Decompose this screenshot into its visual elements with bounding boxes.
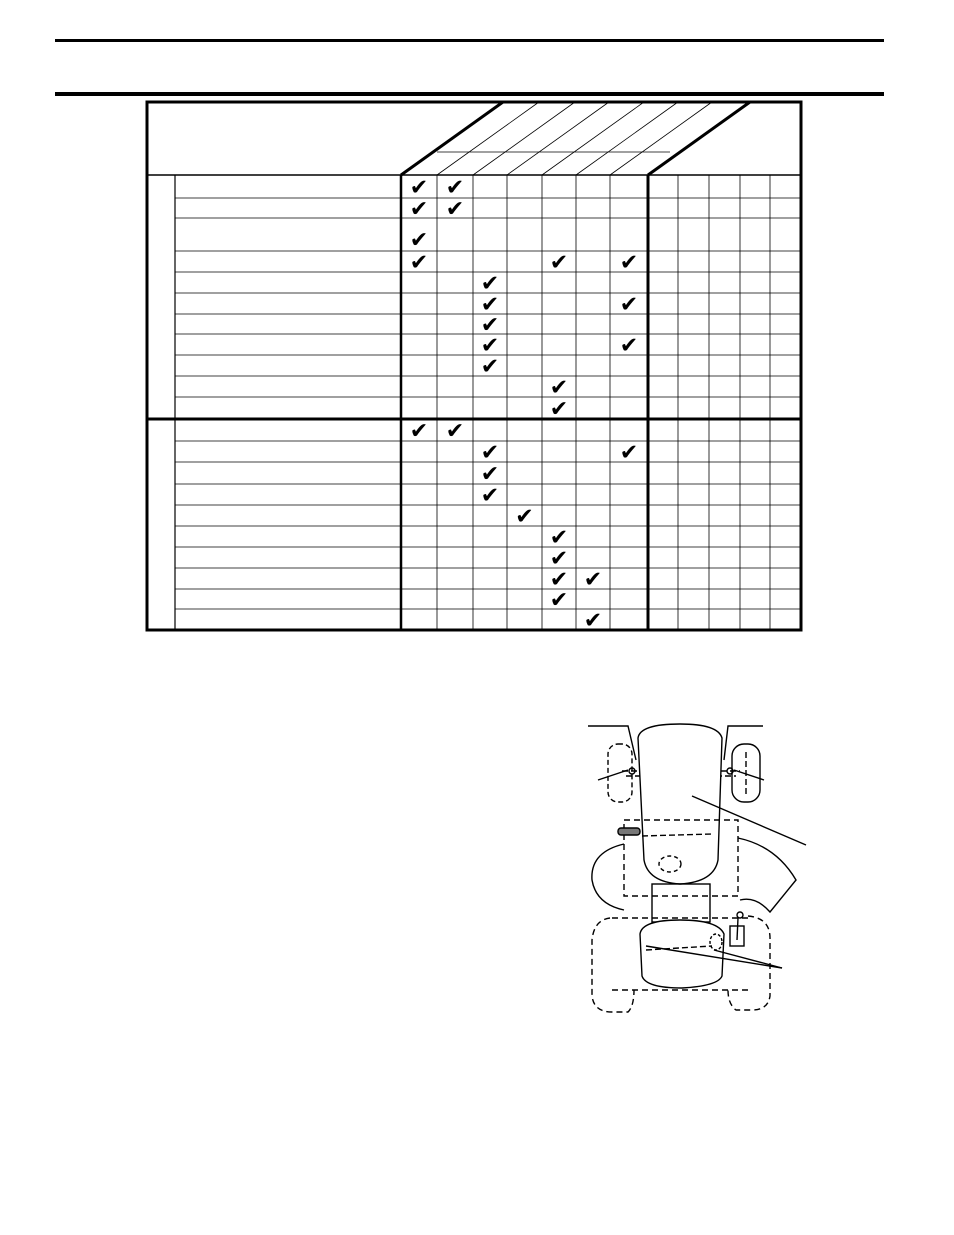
rear-wheel-left	[592, 918, 634, 1012]
check-mark: ✔	[409, 250, 429, 276]
front-frame-right	[724, 726, 763, 760]
check-mark: ✔	[480, 333, 500, 359]
check-mark: ✔	[549, 525, 569, 551]
seat-fender	[640, 920, 724, 988]
check-mark: ✔	[549, 397, 569, 422]
lift-lever	[618, 828, 640, 835]
check-mark: ✔	[619, 292, 639, 318]
check-mark: ✔	[619, 440, 639, 466]
discharge-chute	[738, 838, 796, 912]
check-mark: ✔	[409, 419, 429, 444]
check-mark: ✔	[480, 292, 500, 318]
check-mark: ✔	[515, 504, 534, 530]
check-mark: ✔	[480, 483, 500, 509]
check-mark: ✔	[409, 175, 429, 201]
deck-side-left	[592, 844, 624, 910]
check-mark: ✔	[409, 228, 429, 253]
check-mark: ✔	[480, 354, 500, 380]
check-mark: ✔	[549, 588, 569, 613]
check-mark: ✔	[445, 175, 465, 201]
front-frame-left	[588, 726, 636, 760]
check-mark: ✔	[480, 440, 500, 466]
check-mark: ✔	[480, 271, 500, 297]
check-mark: ✔	[480, 462, 500, 487]
check-mark: ✔	[549, 250, 569, 276]
check-mark: ✔	[549, 546, 569, 572]
check-mark: ✔	[549, 375, 569, 401]
frame-mid	[652, 884, 710, 922]
check-mark: ✔	[619, 250, 639, 276]
check-mark: ✔	[583, 608, 603, 634]
shift-lever-knob	[737, 912, 743, 918]
check-mark: ✔	[583, 567, 603, 593]
check-mark: ✔	[445, 197, 465, 222]
check-mark: ✔	[549, 567, 569, 593]
shift-lever	[737, 918, 738, 940]
check-mark: ✔	[480, 313, 500, 338]
check-mark: ✔	[409, 197, 429, 222]
check-mark: ✔	[445, 419, 465, 444]
leader-left-spindle	[598, 770, 628, 780]
check-mark: ✔	[619, 333, 639, 359]
